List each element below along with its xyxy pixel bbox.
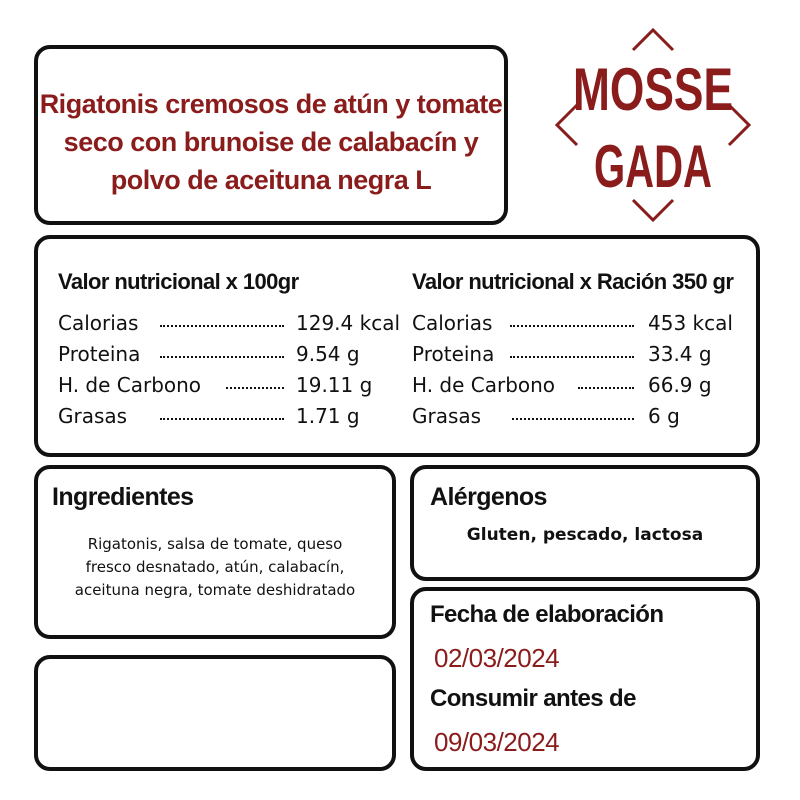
dot-leader	[226, 387, 284, 389]
dates-box	[410, 587, 760, 771]
nutrition-box	[34, 235, 760, 457]
nutrient-label: Calorias	[58, 311, 139, 335]
nutrient-value: 453 kcal	[648, 311, 733, 335]
dot-leader	[160, 325, 284, 327]
dot-leader	[510, 356, 634, 358]
dot-leader	[160, 418, 284, 420]
product-title	[38, 85, 504, 199]
expiry-date-value: 09/03/2024	[434, 727, 560, 757]
ingredients-line: aceituna negra, tomate deshidratado	[74, 581, 356, 599]
ingredients-box	[34, 465, 396, 639]
nutrition-per100-heading: Valor nutricional x 100gr	[58, 269, 299, 294]
product-title-box	[34, 45, 508, 225]
product-title-line: polvo de aceituna negra L	[110, 165, 432, 195]
logo-text-top: MOSSE	[573, 56, 733, 123]
nutrient-value: 66.9 g	[648, 373, 712, 397]
allergens-heading: Alérgenos	[430, 483, 547, 511]
logo-text-bottom: GADA	[594, 133, 712, 200]
ingredients-line: Rigatonis, salsa de tomate, queso	[87, 535, 343, 553]
ingredients-list	[48, 533, 382, 602]
nutrient-label: Calorias	[412, 311, 493, 335]
nutrient-value: 19.11 g	[296, 373, 373, 397]
nutrition-per-serving-heading: Valor nutricional x Ración 350 gr	[412, 269, 734, 294]
nutrient-label: H. de Carbono	[58, 373, 202, 397]
expiry-date-heading: Consumir antes de	[430, 685, 636, 712]
product-title-line: seco con brunoise de calabacín y	[63, 127, 479, 157]
nutrient-value: 6 g	[648, 404, 680, 428]
dot-leader	[160, 356, 284, 358]
nutrient-value: 9.54 g	[296, 342, 360, 366]
ingredients-heading: Ingredientes	[52, 483, 194, 511]
allergens-box	[410, 465, 760, 581]
nutrient-value: 1.71 g	[296, 404, 360, 428]
nutrient-label: Grasas	[58, 404, 128, 428]
nutrient-value: 33.4 g	[648, 342, 712, 366]
ingredients-line: fresco desnatado, atún, calabacín,	[85, 558, 345, 576]
nutrient-label: Proteina	[58, 342, 141, 366]
allergens-list: Gluten, pescado, lactosa	[466, 525, 704, 545]
nutrient-label: H. de Carbono	[412, 373, 556, 397]
blank-box	[34, 655, 396, 771]
nutrient-label: Grasas	[412, 404, 482, 428]
mossegada-logo	[553, 25, 753, 225]
production-date-heading: Fecha de elaboración	[430, 601, 664, 628]
nutrient-label: Proteina	[412, 342, 495, 366]
dot-leader	[510, 325, 634, 327]
production-date-value: 02/03/2024	[434, 643, 560, 673]
dot-leader	[578, 387, 634, 389]
dot-leader	[512, 418, 634, 420]
product-title-line: Rigatonis cremosos de atún y tomate	[39, 89, 503, 119]
nutrient-value: 129.4 kcal	[296, 311, 401, 335]
